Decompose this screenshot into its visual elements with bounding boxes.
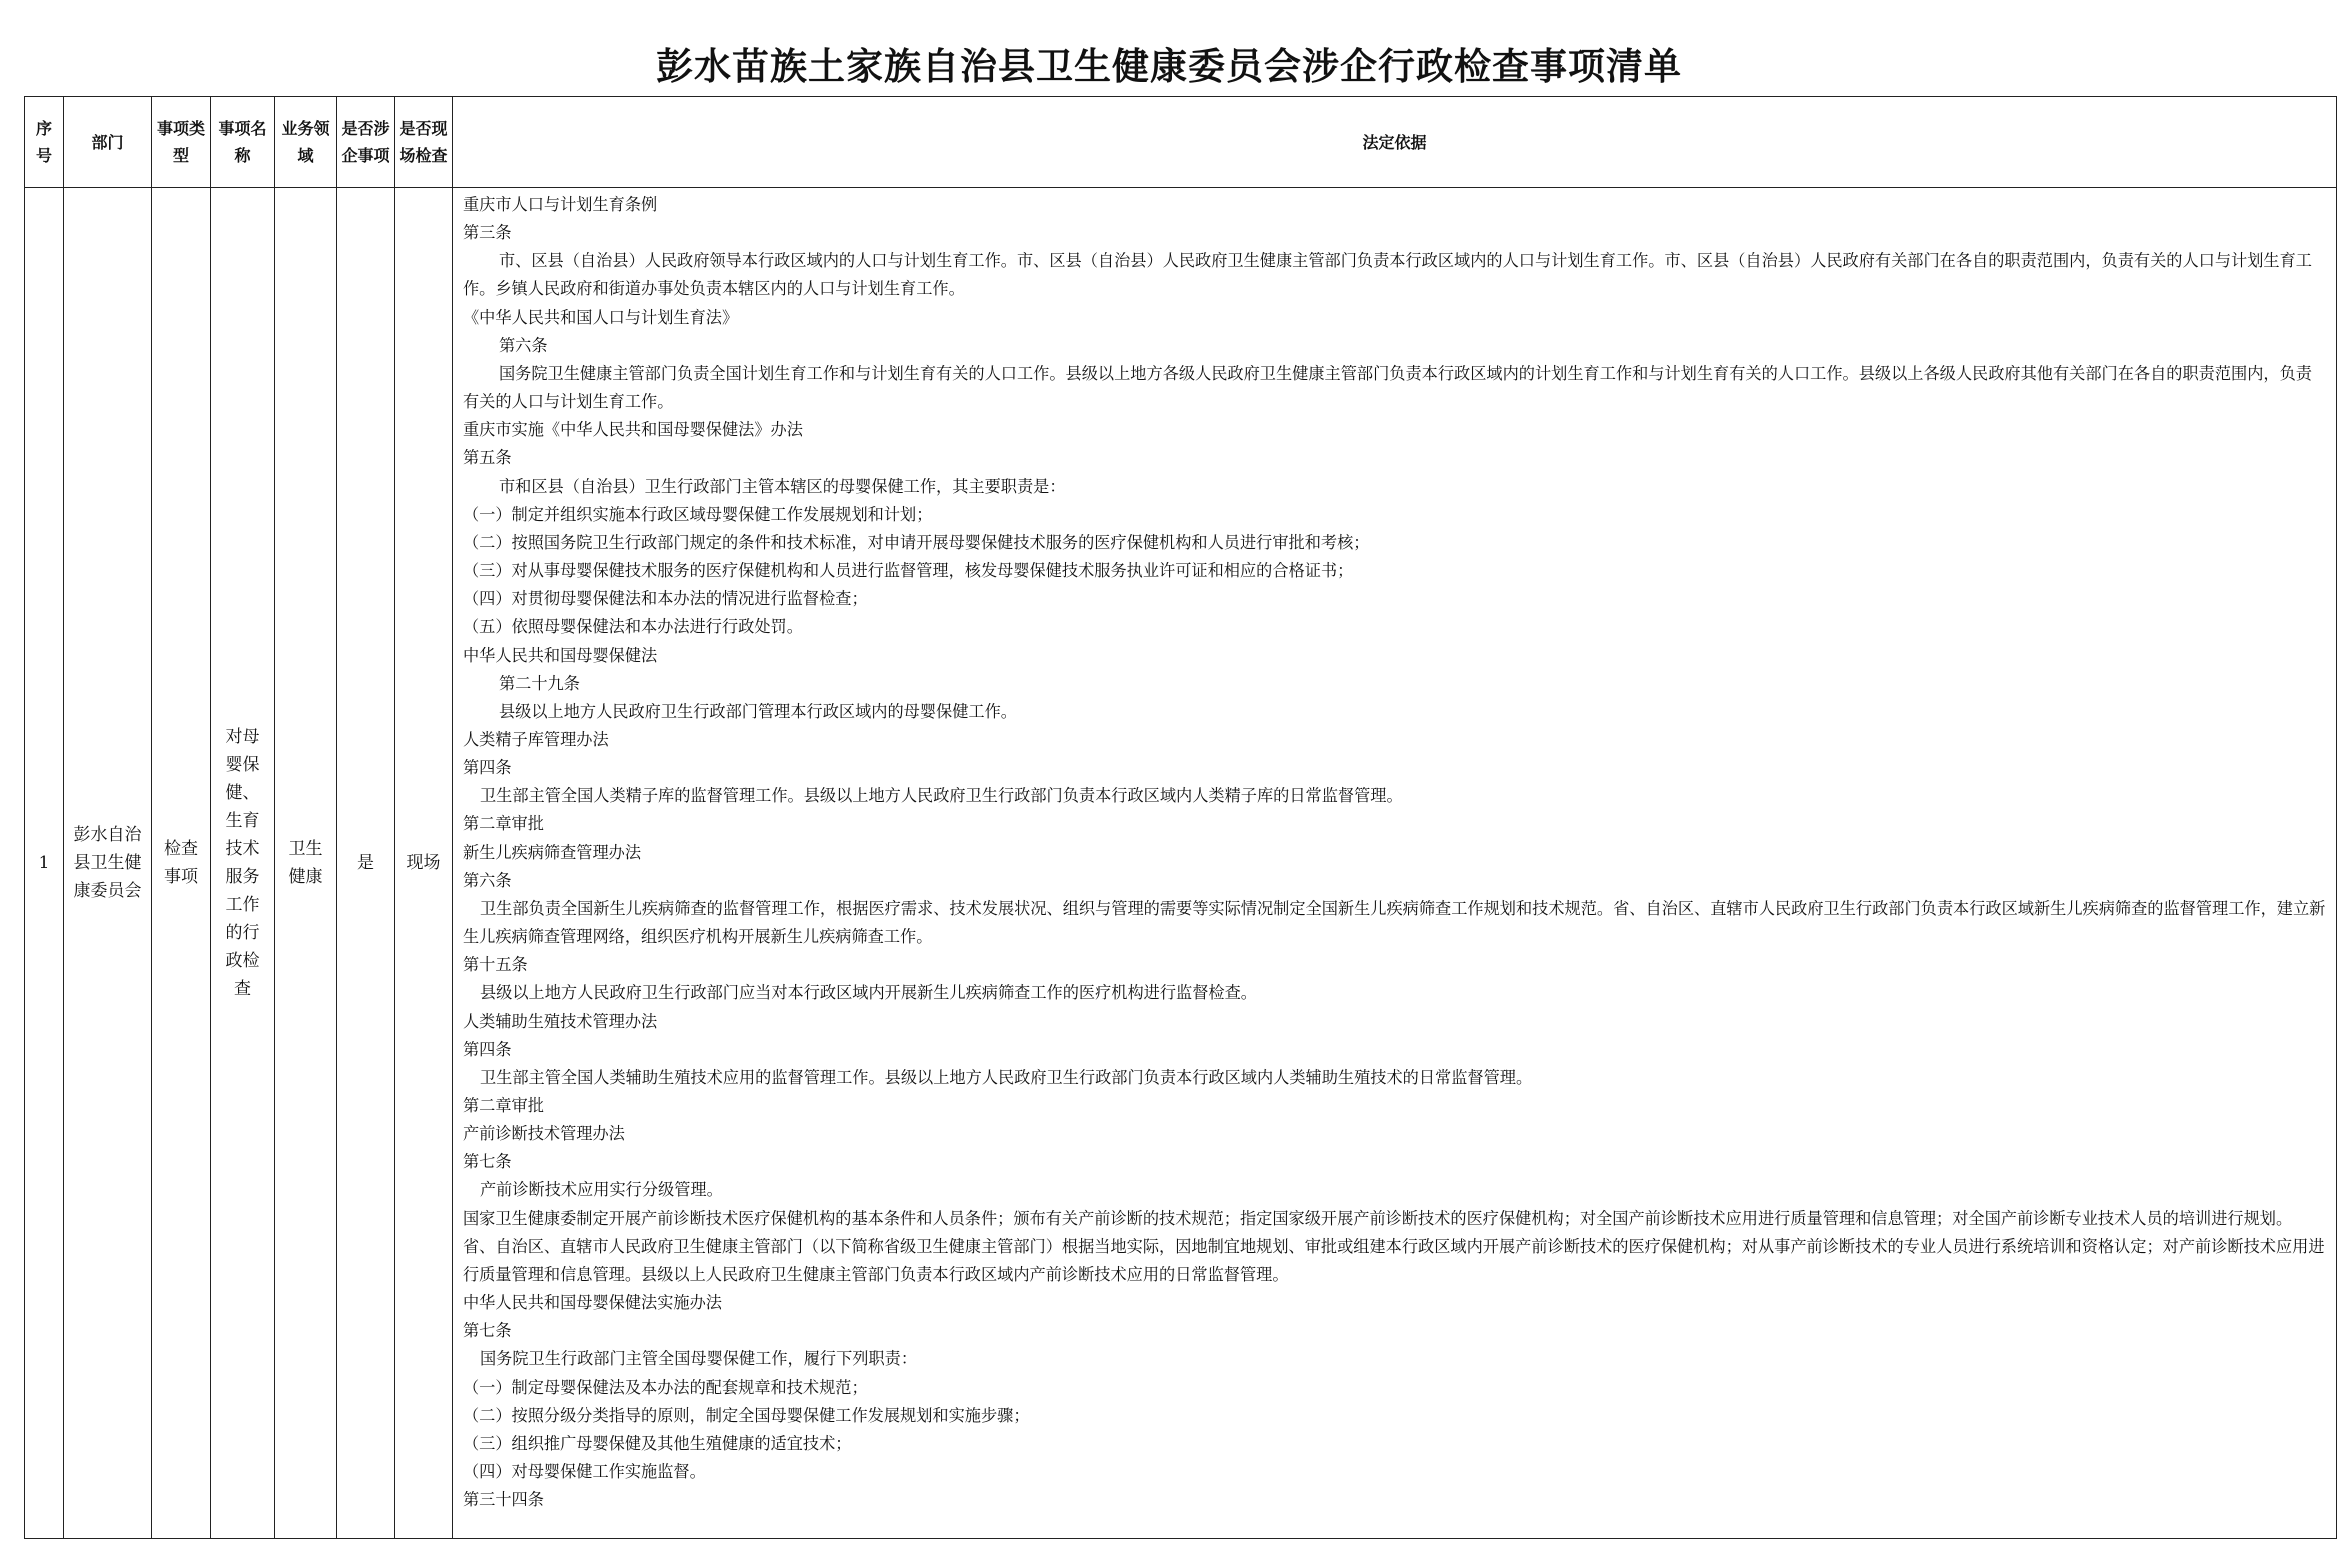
legal-basis-line: 重庆市人口与计划生育条例 (463, 195, 658, 214)
cell-department: 彭水自治县卫生健康委员会 (64, 188, 152, 1539)
legal-basis-line: 卫生部主管全国人类精子库的监督管理工作。县级以上地方人民政府卫生行政部门负责本行政区域内人类精子库的日常监督管理。 (480, 786, 1403, 806)
table-row (25, 188, 2337, 1539)
legal-basis-line: 重庆市实施《中华人民共和国母婴保健法》办法 (463, 420, 803, 440)
legal-basis-line: 人类精子库管理办法 (463, 729, 609, 749)
legal-basis-line: 第七条 (463, 1321, 512, 1341)
legal-basis-line: 第五条 (463, 448, 512, 468)
legal-basis-line: 第二章审批 (463, 814, 544, 834)
legal-basis-line: 新生儿疾病筛查管理办法 (463, 842, 642, 862)
cell-item-type: 检查事项 (152, 188, 211, 1539)
header-item-name: 事项名称 (211, 97, 275, 188)
legal-basis-line: （一）制定母婴保健法及本办法的配套规章和技术规范； (463, 1377, 868, 1397)
legal-basis-line: 国家卫生健康委制定开展产前诊断技术医疗保健机构的基本条件和人员条件；颁布有关产前诊断的技术规范；指定国家级开展产前诊断技术的医疗保健机构；对全国产前诊断技术应用进行质量管理和信息管理；对全国产前诊断专业技术人员的培训进行规划。 (463, 1208, 2293, 1228)
cell-enterprise-related: 是 (337, 188, 395, 1539)
legal-basis-line: 第七条 (463, 1152, 512, 1172)
legal-basis-line: 第四条 (463, 758, 512, 778)
legal-basis-line: （一）制定并组织实施本行政区域母婴保健工作发展规划和计划； (463, 504, 933, 524)
cell-onsite-inspection: 现场 (395, 188, 453, 1539)
page-title: 彭水苗族土家族自治县卫生健康委员会涉企行政检查事项清单 (656, 44, 1682, 88)
header-onsite-inspection: 是否现场检查 (395, 97, 453, 188)
legal-basis-line: （三）对从事母婴保健技术服务的医疗保健机构和人员进行监督管理，核发母婴保健技术服务执业许可证和相应的合格证书； (463, 561, 1354, 581)
legal-basis-line: 第六条 (499, 335, 548, 355)
legal-basis-line: （三）组织推广母婴保健及其他生殖健康的适宜技术； (463, 1433, 852, 1453)
legal-basis-line: 第二章审批 (463, 1096, 544, 1115)
legal-basis-line: 产前诊断技术管理办法 (463, 1124, 625, 1144)
header-enterprise-related: 是否涉企事项 (337, 97, 395, 188)
legal-basis-line: 第六条 (463, 870, 512, 890)
legal-basis-line: 县级以上地方人民政府卫生行政部门应当对本行政区域内开展新生儿疾病筛查工作的医疗机构进行监督检查。 (480, 983, 1257, 1003)
legal-basis-line: 中华人民共和国母婴保健法 (463, 645, 658, 665)
legal-basis-line: 人类辅助生殖技术管理办法 (463, 1011, 658, 1031)
legal-basis-line: 《中华人民共和国人口与计划生育法》 (463, 307, 739, 327)
legal-basis-line: 中华人民共和国母婴保健法实施办法 (463, 1293, 722, 1313)
legal-basis-line: 国务院卫生健康主管部门负责全国计划生育工作和与计划生育有关的人口工作。县级以上地方各级人民政府卫生健康主管部门负责本行政区域内的计划生育工作和与计划生育有关的人口工作。县级以上各级人民政府其他有关部门在各自的职责范围内，负责有关的人口与计划生育工作。 (463, 363, 2312, 412)
legal-basis-line: 第三十四条 (463, 1490, 544, 1510)
header-legal-basis: 法定依据 (453, 97, 2337, 188)
legal-basis-line: 国务院卫生行政部门主管全国母婴保健工作，履行下列职责： (480, 1349, 918, 1369)
legal-basis-line: 省、自治区、直辖市人民政府卫生健康主管部门（以下简称省级卫生健康主管部门）根据当地实际，因地制宜地规划、审批或组建本行政区域内开展产前诊断技术的医疗保健机构；对从事产前诊断技术的专业人员进行系统培训和资格认定；对产前诊断技术应用进行质量管理和信息管理。县级以上人民政府卫生健康主管部门负责本行政区域内产前诊断技术应用的日常监督管理。 (463, 1236, 2325, 1284)
legal-basis-line: 卫生部负责全国新生儿疾病筛查的监督管理工作，根据医疗需求、技术发展状况、组织与管理的需要等实际情况制定全国新生儿疾病筛查工作规划和技术规范。省、自治区、直辖市人民政府卫生行政部门负责本行政区域新生儿疾病筛查的监督管理工作，建立新生儿疾病筛查管理网络，组织医疗机构开展新生儿疾病筛查工作。 (463, 898, 2326, 947)
legal-basis-line: 第二十九条 (499, 673, 580, 693)
legal-basis-line: （四）对母婴保健工作实施监督。 (463, 1462, 706, 1482)
cell-item-name: 对母婴保健、生育技术服务工作的行政检查 (211, 188, 275, 1539)
cell-legal-basis (453, 188, 2337, 1539)
table-header-row (25, 97, 2337, 188)
legal-basis-line: 市、区县（自治县）人民政府领导本行政区域内的人口与计划生育工作。市、区县（自治县）人民政府卫生健康主管部门负责本行政区域内的人口与计划生育工作。市、区县（自治县）人民政府有关部门在各自的职责范围内，负责有关的人口与计划生育工作。乡镇人民政府和街道办事处负责本辖区内的人口与计划生育工作。 (463, 251, 2312, 299)
legal-basis-line: 产前诊断技术应用实行分级管理。 (480, 1180, 723, 1200)
legal-basis-line: （五）依照母婴保健法和本办法进行行政处罚。 (463, 617, 803, 637)
legal-basis-line: 市和区县（自治县）卫生行政部门主管本辖区的母婴保健工作，其主要职责是： (499, 476, 1066, 496)
cell-business-area: 卫生健康 (275, 188, 337, 1539)
legal-basis-line: 卫生部主管全国人类辅助生殖技术应用的监督管理工作。县级以上地方人民政府卫生行政部门负责本行政区域内人类辅助生殖技术的日常监督管理。 (480, 1067, 1533, 1087)
legal-basis-line: 第四条 (463, 1039, 512, 1059)
legal-basis-list (453, 188, 2336, 1514)
header-seq: 序号 (25, 97, 64, 188)
cell-seq: 1 (25, 188, 64, 1539)
legal-basis-line: 县级以上地方人民政府卫生行政部门管理本行政区域内的母婴保健工作。 (499, 701, 1017, 721)
legal-basis-line: （四）对贯彻母婴保健法和本办法的情况进行监督检查； (463, 589, 868, 609)
legal-basis-line: （二）按照国务院卫生行政部门规定的条件和技术标准，对申请开展母婴保健技术服务的医疗保健机构和人员进行审批和考核； (463, 532, 1370, 552)
inspection-items-table (24, 96, 2337, 1539)
legal-basis-line: 第十五条 (463, 955, 528, 975)
header-department: 部门 (64, 97, 152, 188)
legal-basis-line: 第三条 (463, 223, 512, 243)
header-business-area: 业务领域 (275, 97, 337, 188)
legal-basis-line: （二）按照分级分类指导的原则，制定全国母婴保健工作发展规划和实施步骤； (463, 1405, 1030, 1425)
header-item-type: 事项类型 (152, 97, 211, 188)
